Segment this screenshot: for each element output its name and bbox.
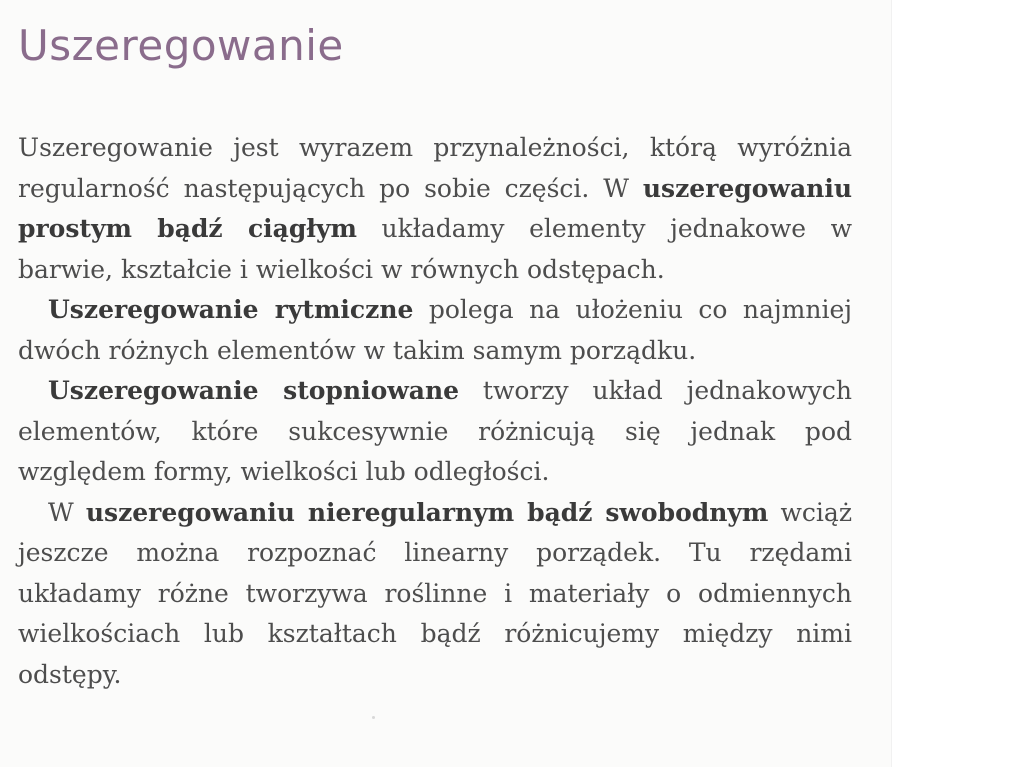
paragraph-graded-sequence bbox=[18, 371, 852, 493]
term-irregular-sequence: uszeregowaniu nieregularnym bądź swobodnym bbox=[85, 497, 769, 527]
term-graded-sequence: Uszeregowanie stopniowane bbox=[48, 376, 460, 405]
text-span: polega na ułożeniu co najmniej dwóch różnych elementów w takim samym porządku. bbox=[18, 295, 852, 365]
text-span: wciąż jeszcze można rozpoznać linearny porządek. Tu rzędami układamy różne tworzywa roślinne i materiały o odmiennych wielkościach lub kształtach bądź różnicujemy między nimi odstępy. bbox=[18, 497, 852, 689]
term-simple-sequence: uszeregowaniu prostym bądź ciągłym bbox=[18, 173, 852, 243]
paragraph-irregular-sequence bbox=[18, 493, 852, 696]
page-title: Uszeregowanie bbox=[18, 21, 344, 70]
text-span: układamy elementy jednakowe w barwie, kształcie i wielkości w równych odstępach. bbox=[18, 214, 852, 284]
paragraph-simple-sequence bbox=[18, 128, 852, 290]
paragraph-rhythmic-sequence bbox=[18, 290, 852, 371]
scan-speck bbox=[372, 716, 375, 719]
term-rhythmic-sequence: Uszeregowanie rytmiczne bbox=[48, 295, 414, 324]
text-span: Uszeregowanie jest wyrazem przynależności, którą wyróżnia regularność następujących po sobie części. W bbox=[18, 133, 852, 203]
text-span: tworzy układ jednakowych elementów, które sukcesywnie różnicują się jednak pod względem formy, wielkości lub odległości. bbox=[18, 376, 852, 486]
body-text bbox=[18, 128, 852, 695]
text-span: W bbox=[48, 497, 86, 527]
page-margin-strip bbox=[891, 0, 1024, 767]
